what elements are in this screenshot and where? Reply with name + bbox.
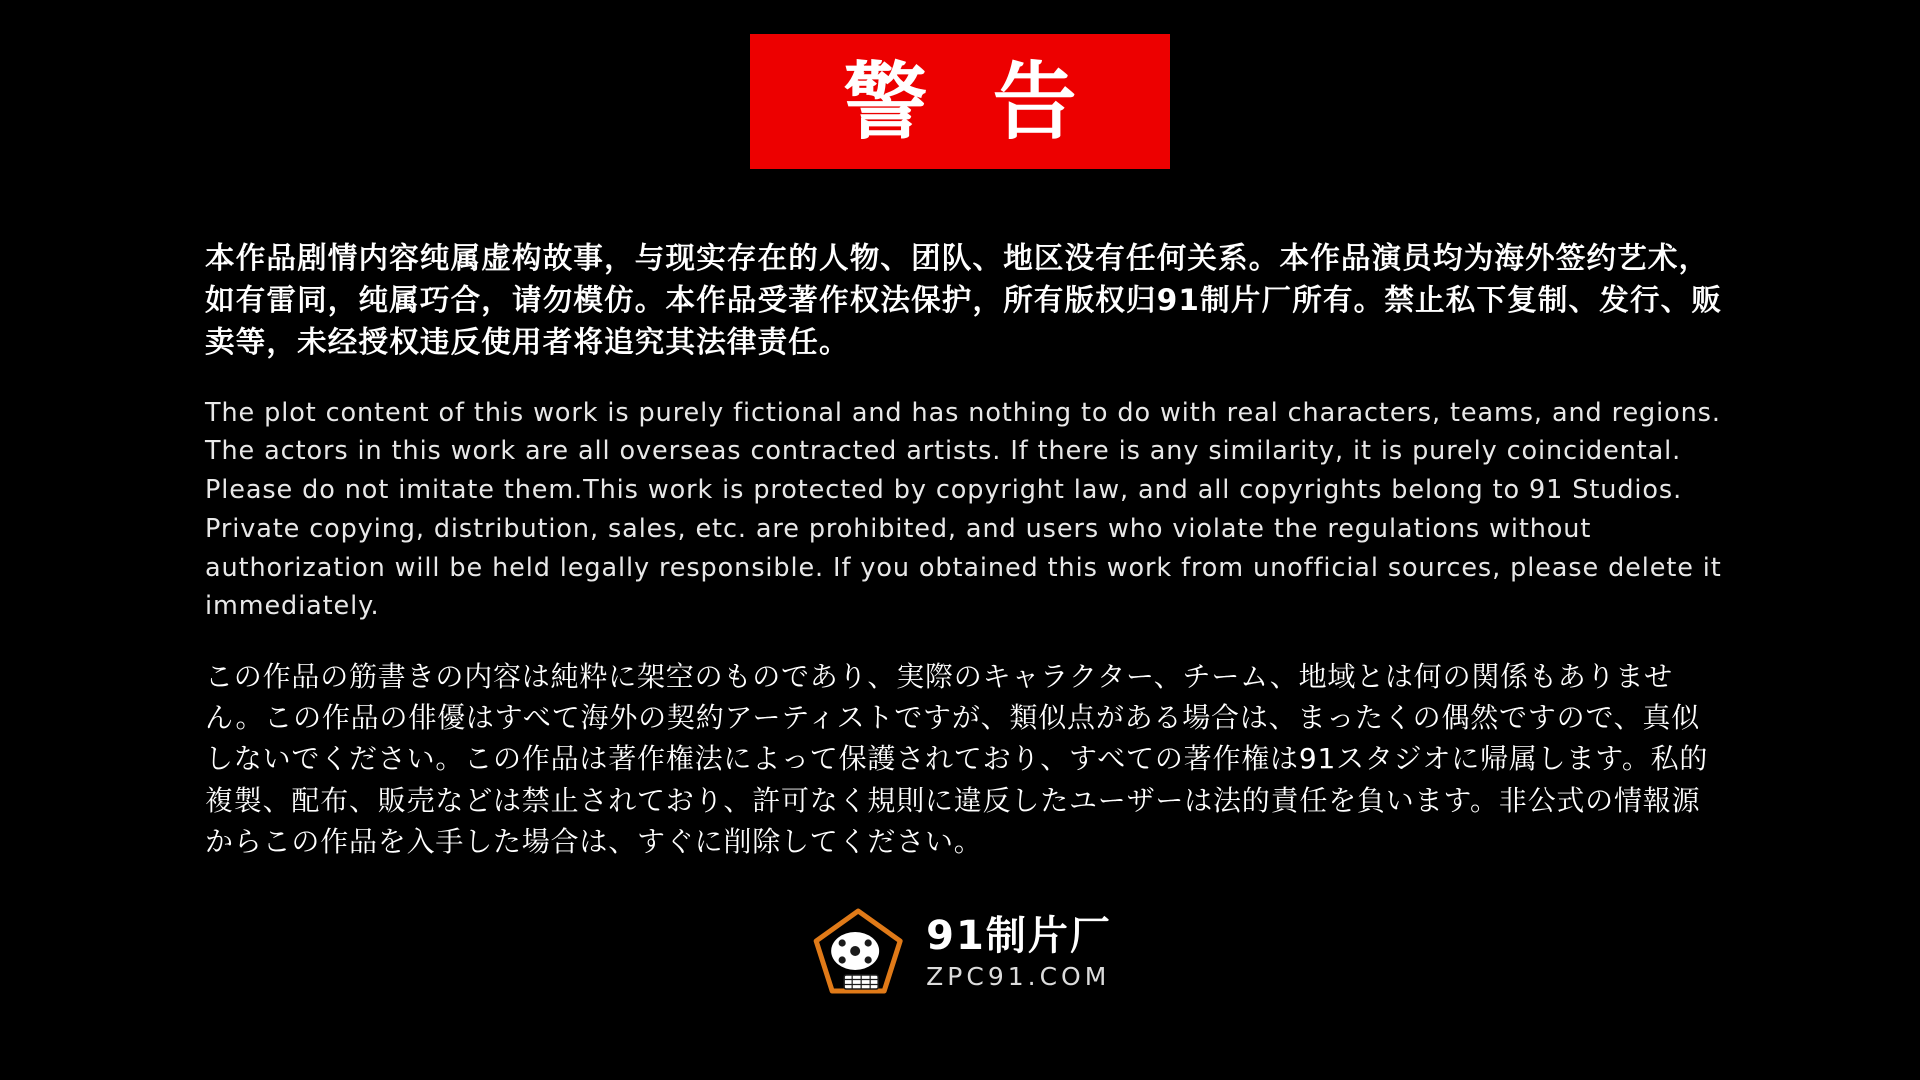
disclaimer-content	[205, 238, 1725, 862]
brand-url: ZPC91.COM	[926, 962, 1111, 992]
disclaimer-japanese: この作品の筋書きの内容は純粋に架空のものであり、実際のキャラクター、チーム、地域とは何の関係もありません。この作品の俳優はすべて海外の契約アーティストですが、類似点がある場合は、まったくの偶然ですので、真似しないでください。この作品は著作権法によって保護されており、すべての著作権は91スタジオに帰属します。私的複製、配布、販売などは禁止されており、許可なく規則に違反したユーザーは法的責任を負います。非公式の情報源からこの作品を入手した場合は、すぐに削除してください。	[205, 660, 1709, 858]
film-reel-icon	[808, 905, 908, 1005]
warning-banner-label: 警 告	[843, 52, 1095, 151]
brand-name: 91制片厂	[926, 912, 1112, 959]
disclaimer-english: The plot content of this work is purely fictional and has nothing to do with real characters, teams, and regions. The actors in this work are all overseas contracted artists. If there is any similarity, it is purely coincidental. Please do not imitate them.This work is protected by copyright law, and all copyrights belong to 91 Studios. Private copying, distribution, sales, etc. are prohibited, and users who violate the regulations without authorization will be held legally responsible. If you obtained this work from unofficial sources, please delete it immediately.	[205, 397, 1722, 622]
brand-logo	[808, 905, 1112, 1005]
warning-banner	[750, 34, 1170, 169]
disclaimer-chinese: 本作品剧情内容纯属虚构故事，与现实存在的人物、团队、地区没有任何关系。本作品演员均为海外签约艺术，如有雷同，纯属巧合，请勿模仿。本作品受著作权法保护，所有版权归91制片厂所有。禁止私下复制、发行、贩卖等，未经授权违反使用者将追究其法律责任。	[205, 241, 1723, 359]
brand-text	[926, 914, 1112, 997]
